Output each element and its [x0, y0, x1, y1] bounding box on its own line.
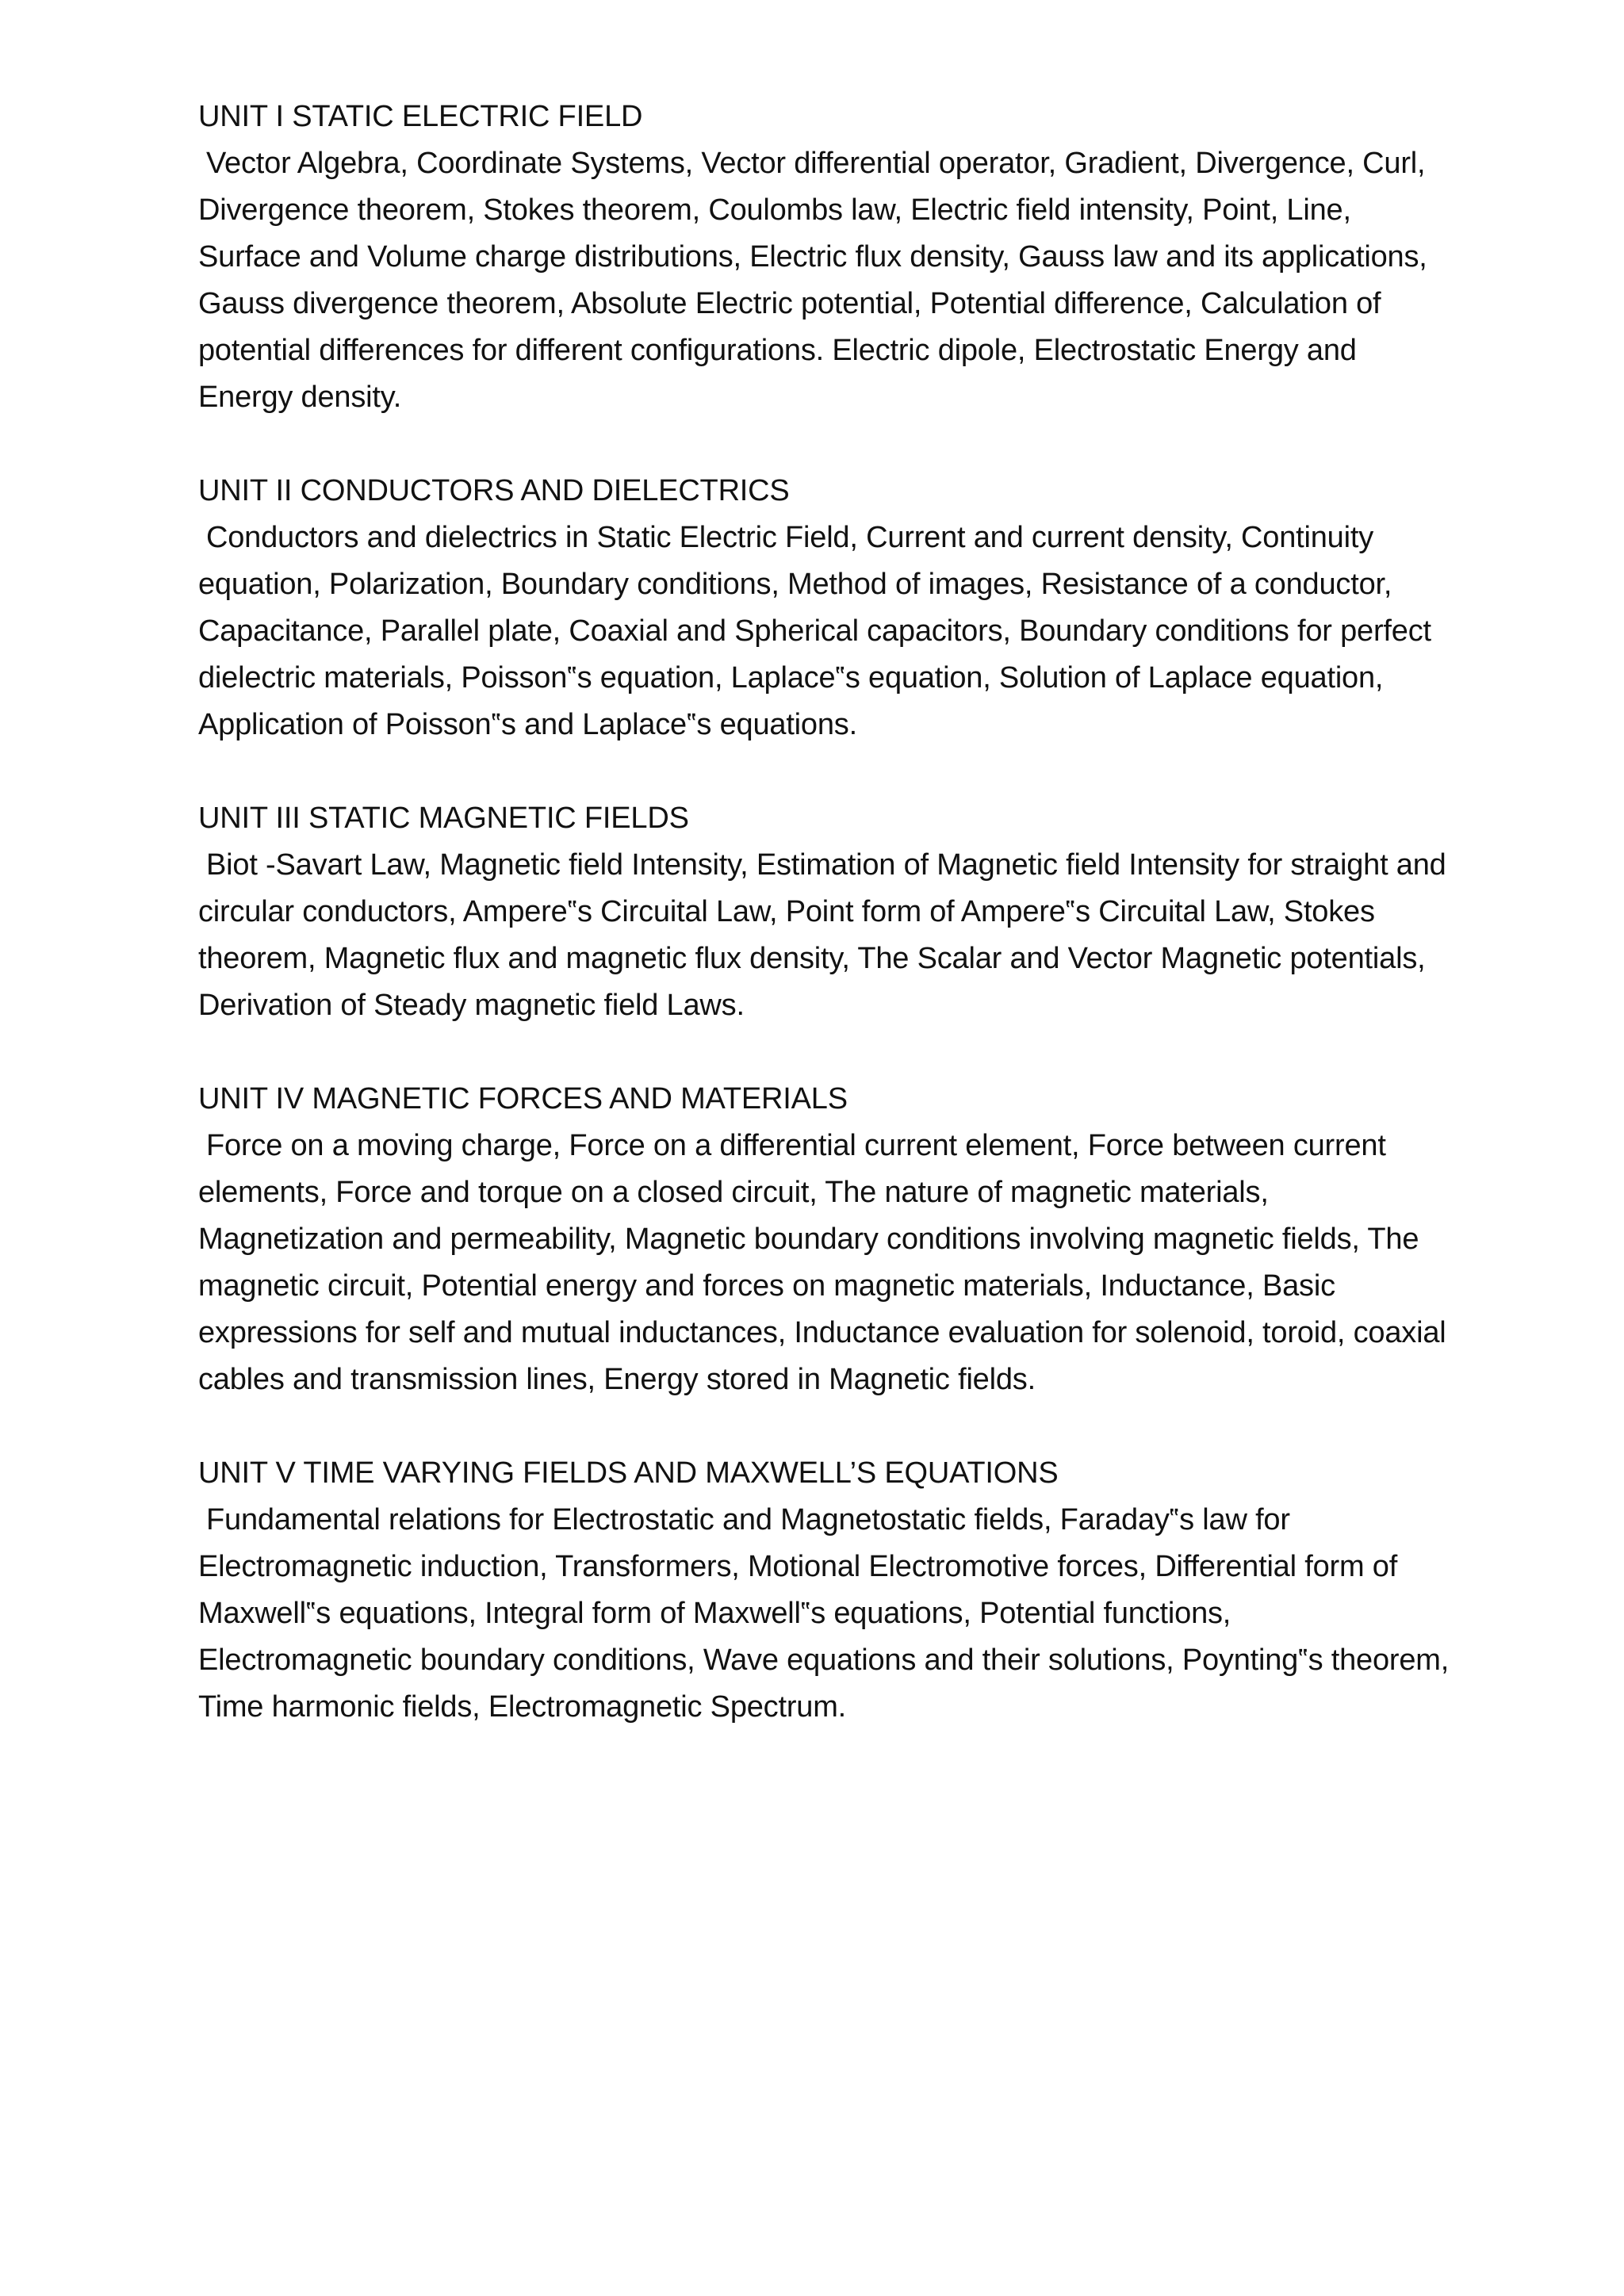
unit-4-section	[198, 1076, 1451, 1403]
unit-2-section	[198, 468, 1451, 748]
unit-4-title: UNIT IV MAGNETIC FORCES AND MATERIALS	[198, 1082, 848, 1115]
syllabus-page	[198, 94, 1451, 1777]
unit-2-body: Conductors and dielectrics in Static Electric Field, Current and current density, Continuity equation, Polarization, Boundary conditions, Method of images, Resistance of a conductor, Capacitance, Parallel plate, Coaxial and Spherical capacitors, Boundary conditions for perfect dielectric materials, Poisson‟s equation, Laplace‟s equation, Solution of Laplace equation, Application of Poisson‟s and Laplace‟s equations.	[198, 521, 1431, 741]
unit-3-body: Biot -Savart Law, Magnetic field Intensity, Estimation of Magnetic field Intensity for straight and circular conductors, Ampere‟s Circuital Law, Point form of Ampere‟s Circuital Law, Stokes theorem, Magnetic flux and magnetic flux density, The Scalar and Vector Magnetic potentials, Derivation of Steady magnetic field Laws.	[198, 848, 1446, 1022]
unit-1-title: UNIT I STATIC ELECTRIC FIELD	[198, 100, 643, 133]
unit-1-section	[198, 94, 1451, 421]
unit-4-body: Force on a moving charge, Force on a differential current element, Force between current elements, Force and torque on a closed circuit, The nature of magnetic materials, Magnetization and permeability, Magnetic boundary conditions involving magnetic fields, The magnetic circuit, Potential energy and forces on magnetic materials, Inductance, Basic expressions for self and mutual inductances, Inductance evaluation for solenoid, toroid, coaxial cables and transmission lines, Energy stored in Magnetic fields.	[198, 1129, 1446, 1396]
unit-1-body: Vector Algebra, Coordinate Systems, Vector differential operator, Gradient, Divergence, Curl, Divergence theorem, Stokes theorem, Coulombs law, Electric field intensity, Point, Line, Surface and Volume charge distributions, Electric flux density, Gauss law and its applications, Gauss divergence theorem, Absolute Electric potential, Potential difference, Calculation of potential differences for different configurations. Electric dipole, Electrostatic Energy and Energy density.	[198, 147, 1427, 414]
unit-2-title: UNIT II CONDUCTORS AND DIELECTRICS	[198, 474, 790, 507]
unit-3-title: UNIT III STATIC MAGNETIC FIELDS	[198, 802, 689, 835]
unit-5-title: UNIT V TIME VARYING FIELDS AND MAXWELL’S EQUATIONS	[198, 1456, 1059, 1490]
unit-3-section	[198, 795, 1451, 1029]
unit-5-section	[198, 1450, 1451, 1731]
unit-5-body: Fundamental relations for Electrostatic and Magnetostatic fields, Faraday‟s law for Electromagnetic induction, Transformers, Motional Electromotive forces, Differential form of Maxwell‟s equations, Integral form of Maxwell‟s equations, Potential functions, Electromagnetic boundary conditions, Wave equations and their solutions, Poynting‟s theorem, Time harmonic fields, Electromagnetic Spectrum.	[198, 1503, 1450, 1724]
